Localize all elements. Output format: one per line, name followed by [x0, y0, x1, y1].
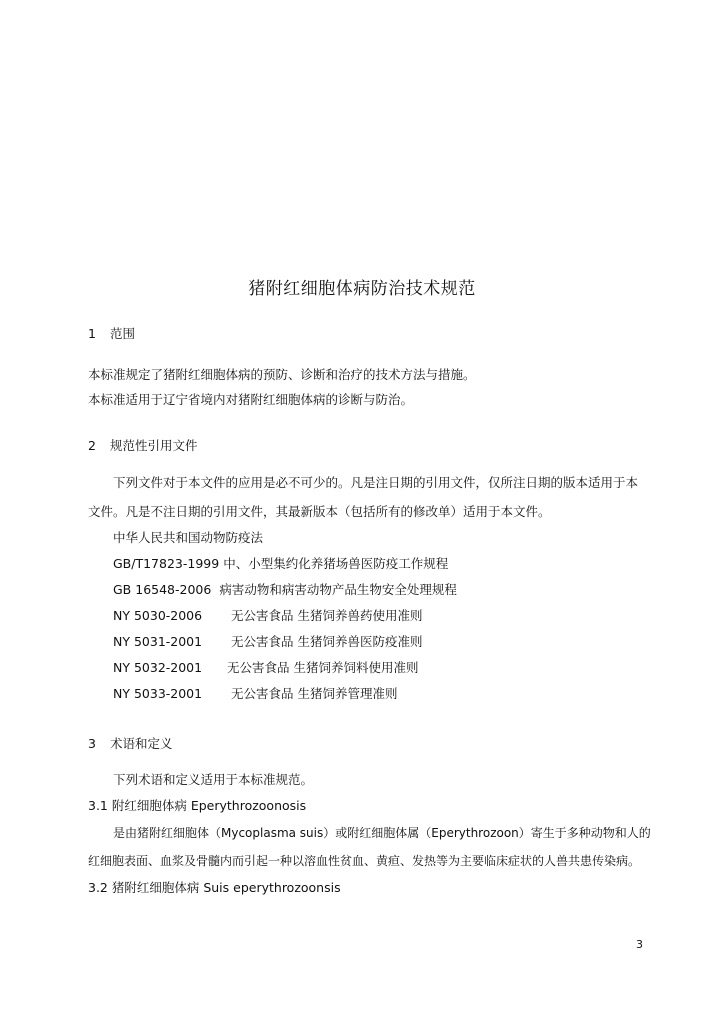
reference-code: NY 5030-2006: [113, 608, 203, 623]
section-3-heading: [88, 736, 173, 752]
term-2-heading: 3.2 猪附红细胞体病 Suis eperythrozoonsis: [88, 880, 341, 895]
reference-item: [113, 556, 448, 572]
reference-law: 中华人民共和国动物防疫法: [113, 530, 264, 545]
reference-title: 病害动物和病害动物产品生物安全处理规程: [219, 582, 457, 597]
section-2-heading: [88, 438, 198, 454]
section-2-number: 2: [88, 438, 96, 453]
reference-item: [113, 686, 397, 702]
term-1-heading: 3.1 附红细胞体病 Eperythrozoonosis: [88, 798, 307, 813]
section-1-title: 范围: [110, 326, 136, 341]
term-1-definition-line-1: 是由猪附红细胞体（Mycoplasma suis）或附红细胞体属（Eperythrozoon）寄生于多种动物和人的: [113, 826, 651, 840]
reference-item: [113, 634, 422, 650]
section-2-intro-line-1: 下列文件对于本文件的应用是必不可少的。凡是注日期的引用文件，仅所注日期的版本适用于本: [113, 475, 639, 490]
section-1-number: 1: [88, 326, 96, 341]
section-3-title: 术语和定义: [110, 736, 173, 751]
reference-title: 无公害食品 生猪饲养兽药使用准则: [231, 608, 423, 623]
reference-title: 无公害食品 生猪饲养兽医防疫准则: [231, 634, 423, 649]
reference-code: GB 16548-2006: [113, 582, 212, 597]
reference-title: 中、小型集约化养猪场兽医防疫工作规程: [223, 556, 449, 571]
reference-code: NY 5032-2001: [113, 660, 203, 675]
section-2-intro-line-2: 文件。凡是不注日期的引用文件，其最新版本（包括所有的修改单）适用于本文件。: [88, 504, 551, 519]
reference-item: [113, 608, 422, 624]
reference-code: GB/T17823-1999: [113, 556, 220, 571]
reference-item: [113, 660, 418, 676]
section-3-number: 3: [88, 736, 96, 751]
page-number: 3: [636, 938, 643, 951]
reference-title: 无公害食品 生猪饲养饲料使用准则: [227, 660, 419, 675]
reference-code: NY 5033-2001: [113, 686, 203, 701]
section-2-title: 规范性引用文件: [110, 438, 198, 453]
document-title: 猪附红细胞体病防治技术规范: [248, 279, 476, 299]
reference-item: [113, 582, 457, 598]
reference-title: 无公害食品 生猪饲养管理准则: [231, 686, 398, 701]
section-1-line-1: 本标准规定了猪附红细胞体病的预防、诊断和治疗的技术方法与措施。: [88, 367, 476, 382]
section-3-intro: 下列术语和定义适用于本标准规范。: [113, 772, 314, 787]
term-1-definition-line-2: 红细胞表面、血浆及骨髓内而引起一种以溶血性贫血、黄疸、发热等为主要临床症状的人兽共患传染病。: [88, 854, 641, 868]
reference-code: NY 5031-2001: [113, 634, 203, 649]
section-1-heading: [88, 326, 135, 342]
section-1-line-2: 本标准适用于辽宁省境内对猪附红细胞体病的诊断与防治。: [88, 392, 414, 407]
